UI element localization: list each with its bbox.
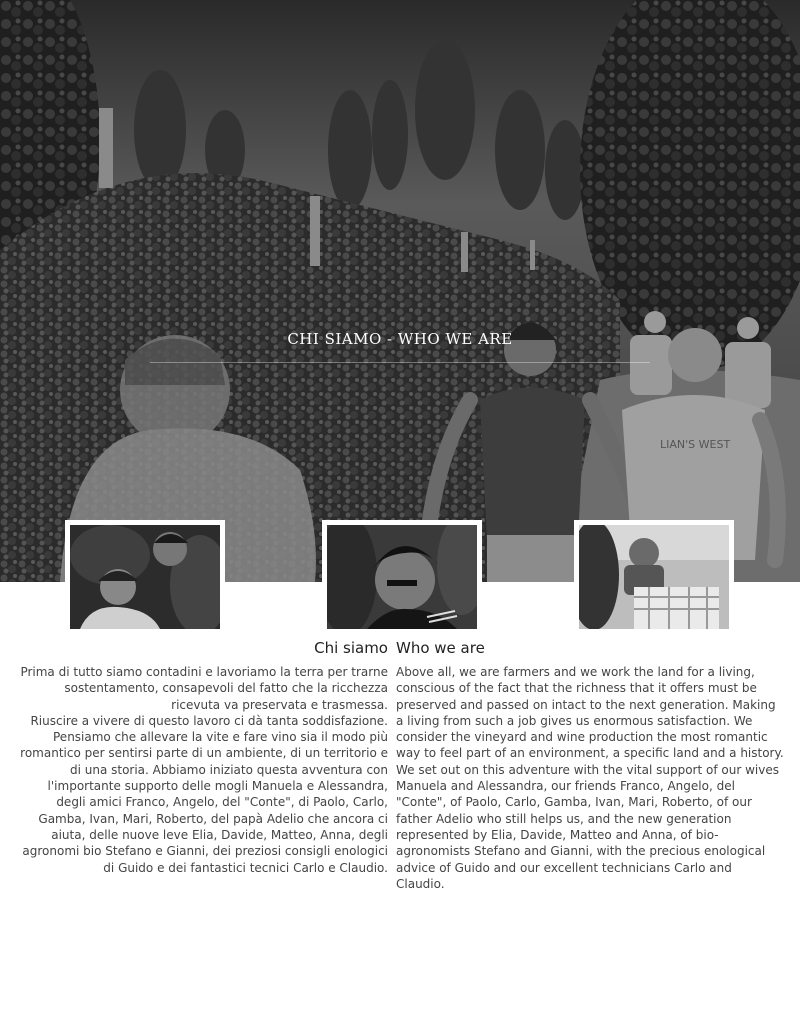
thumbnail-image xyxy=(579,525,729,629)
title-divider xyxy=(150,362,650,363)
italian-paragraph-2: Riuscire a vivere di questo lavoro ci dà tanta soddisfazione. Pensiamo che allevare la vite e fare vino sia il modo più romantico per sentirsi parte di un ambiente, di un territorio e di una storia. Abbiamo iniziato questa avventura con l'importante supporto delle mogli Manuela e Alessandra, degli amici Franco, Angelo, del "Conte", di Paolo, Carlo, Gamba, Ivan, Mari, Roberto, del papà Adelio che ancora ci aiuta, delle nuove leve Elia, Davide, Matteo, Anna, degli agronomi bio Stefano e Gianni, dei preziosi consigli enologici di Guido e dei fantastici tecnici Carlo e Claudio. xyxy=(20,713,388,875)
english-text-column xyxy=(396,664,784,892)
italian-paragraph-1: Prima di tutto siamo contadini e lavoriamo la terra per trarne sostentamento, consapevoli del fatto che la ricchezza ricevuta va preservata e trasmessa. xyxy=(20,665,388,712)
italian-text-column xyxy=(16,664,388,876)
english-paragraph-1: Above all, we are farmers and we work the land for a living, conscious of the fact that the richness that it offers must be preserved and passed on intact to the next generation. Making a living from such a job gives us enormous satisfaction. We consider the vineyard and wine production the most romantic way to feel part of an environment, a specific land and a history. We set out on this adventure with the vital support of our wives Manuela and Alessandra, our friends Franco, Angelo, del "Conte", of Paolo, Carlo, Gamba, Ivan, Mari, Roberto, of our father Adelio who still helps us, and the new generation represented by Elia, Davide, Matteo and Anna, of bio-agronomists Stefano and Gianni, with the precious enological advice of Guido and our excellent technicians Carlo and Claudio. xyxy=(396,665,784,891)
thumbnail-young-man[interactable] xyxy=(322,520,482,634)
thumbnail-harvesters[interactable] xyxy=(65,520,225,634)
thumbnail-crates[interactable] xyxy=(574,520,734,634)
thumbnail-image xyxy=(70,525,220,629)
heading-english: Who we are xyxy=(396,639,485,657)
heading-italian: Chi siamo xyxy=(314,639,388,657)
page-title: CHI SIAMO - WHO WE ARE xyxy=(287,330,513,348)
thumbnail-image xyxy=(327,525,477,629)
shirt-print: LIAN'S WEST xyxy=(660,438,731,451)
